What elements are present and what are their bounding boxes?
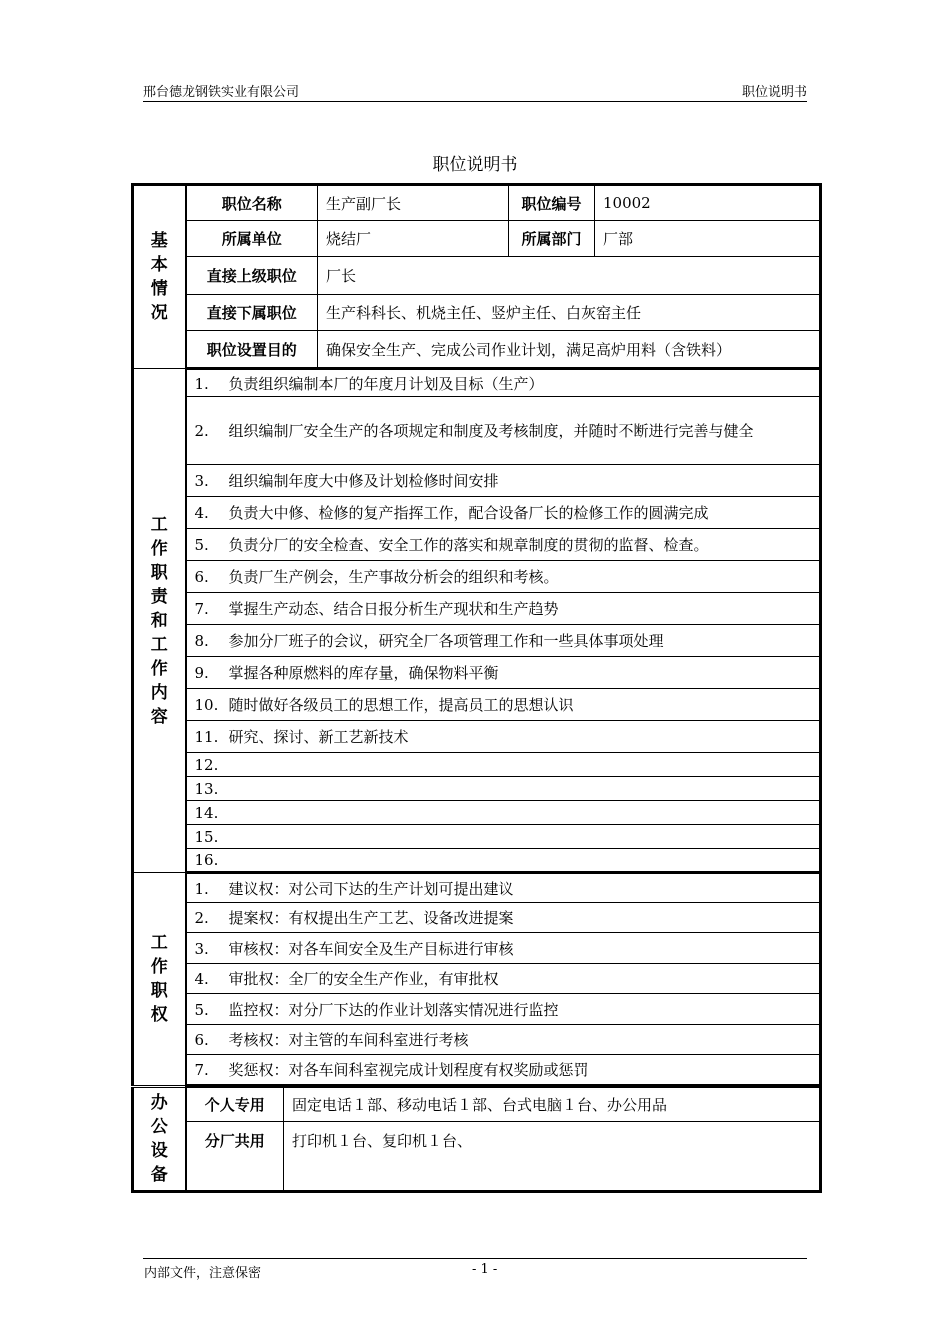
shared-use-label: 分厂共用 xyxy=(186,1122,284,1192)
duty-item: 3. 组织编制年度大中修及计划检修时间安排 xyxy=(186,465,821,497)
office-equipment-table xyxy=(131,1087,822,1193)
superior-label: 直接上级职位 xyxy=(186,257,318,295)
duty-item: 6. 负责厂生产例会，生产事故分析会的组织和考核。 xyxy=(186,561,821,593)
page-header xyxy=(143,80,807,102)
personal-use-value: 固定电话１部、移动电话１部、台式电脑１台、办公用品 xyxy=(284,1088,821,1122)
power-item: 1. 建议权：对公司下达的生产计划可提出建议 xyxy=(186,873,821,903)
power-item: 2. 提案权：有权提出生产工艺、设备改进提案 xyxy=(186,903,821,933)
power-item: 5. 监控权：对分厂下达的作业计划落实情况进行监控 xyxy=(186,994,821,1025)
job-description-table xyxy=(131,183,822,1087)
duty-item: 15. xyxy=(186,825,821,849)
personal-use-label: 个人专用 xyxy=(186,1088,284,1122)
position-no-label: 职位编号 xyxy=(509,185,595,221)
shared-use-value: 打印机１台、复印机１台、 xyxy=(284,1122,821,1192)
duty-item: 16. xyxy=(186,849,821,873)
duty-item: 9. 掌握各种原燃料的库存量，确保物料平衡 xyxy=(186,657,821,689)
power-item: 4. 审批权：全厂的安全生产作业，有审批权 xyxy=(186,964,821,994)
duty-item: 13. xyxy=(186,777,821,801)
position-name-value: 生产副厂长 xyxy=(318,185,509,221)
footer-divider xyxy=(143,1258,807,1259)
superior-value: 厂长 xyxy=(318,257,821,295)
section-duties: 工作职责和工作内容 xyxy=(133,369,186,873)
duty-item: 7. 掌握生产动态、结合日报分析生产现状和生产趋势 xyxy=(186,593,821,625)
duty-item: 14. xyxy=(186,801,821,825)
section-office-equipment: 办公设备 xyxy=(133,1088,186,1192)
purpose-label: 职位设置目的 xyxy=(186,331,318,369)
duty-item: 5. 负责分厂的安全检查、安全工作的落实和规章制度的贯彻的监督、检查。 xyxy=(186,529,821,561)
header-company: 邢台德龙钢铁实业有限公司 xyxy=(143,85,300,100)
unit-label: 所属单位 xyxy=(186,221,318,257)
duty-item: 4. 负责大中修、检修的复产指挥工作，配合设备厂长的检修工作的圆满完成 xyxy=(186,497,821,529)
footer-confidential-note: 内部文件，注意保密 xyxy=(144,1266,262,1281)
purpose-value: 确保安全生产、完成公司作业计划，满足高炉用料（含铁料） xyxy=(318,331,821,369)
page-number: - 1 - xyxy=(472,1262,498,1277)
duty-item: 10. 随时做好各级员工的思想工作，提高员工的思想认识 xyxy=(186,689,821,721)
dept-label: 所属部门 xyxy=(509,221,595,257)
dept-value: 厂部 xyxy=(595,221,821,257)
duty-item: 2. 组织编制厂安全生产的各项规定和制度及考核制度，并随时不断进行完善与健全 xyxy=(186,397,821,465)
power-item: 3. 审核权：对各车间安全及生产目标进行审核 xyxy=(186,933,821,964)
subordinate-label: 直接下属职位 xyxy=(186,295,318,331)
header-doc-type: 职位说明书 xyxy=(741,85,807,100)
duty-item: 12. xyxy=(186,753,821,777)
duty-item: 1. 负责组织编制本厂的年度月计划及目标（生产） xyxy=(186,369,821,397)
section-powers: 工作职权 xyxy=(133,873,186,1086)
position-name-label: 职位名称 xyxy=(186,185,318,221)
position-no-value: 10002 xyxy=(595,185,821,221)
power-item: 7. 奖惩权：对各车间科室视完成计划程度有权奖励或惩罚 xyxy=(186,1055,821,1086)
duty-item: 11. 研究、探讨、新工艺新技术 xyxy=(186,721,821,753)
section-basic-info: 基本情况 xyxy=(133,185,186,369)
duty-item: 8. 参加分厂班子的会议，研究全厂各项管理工作和一些具体事项处理 xyxy=(186,625,821,657)
subordinate-value: 生产科科长、机烧主任、竖炉主任、白灰窑主任 xyxy=(318,295,821,331)
power-item: 6. 考核权：对主管的车间科室进行考核 xyxy=(186,1025,821,1055)
unit-value: 烧结厂 xyxy=(318,221,509,257)
document-title: 职位说明书 xyxy=(432,155,518,175)
